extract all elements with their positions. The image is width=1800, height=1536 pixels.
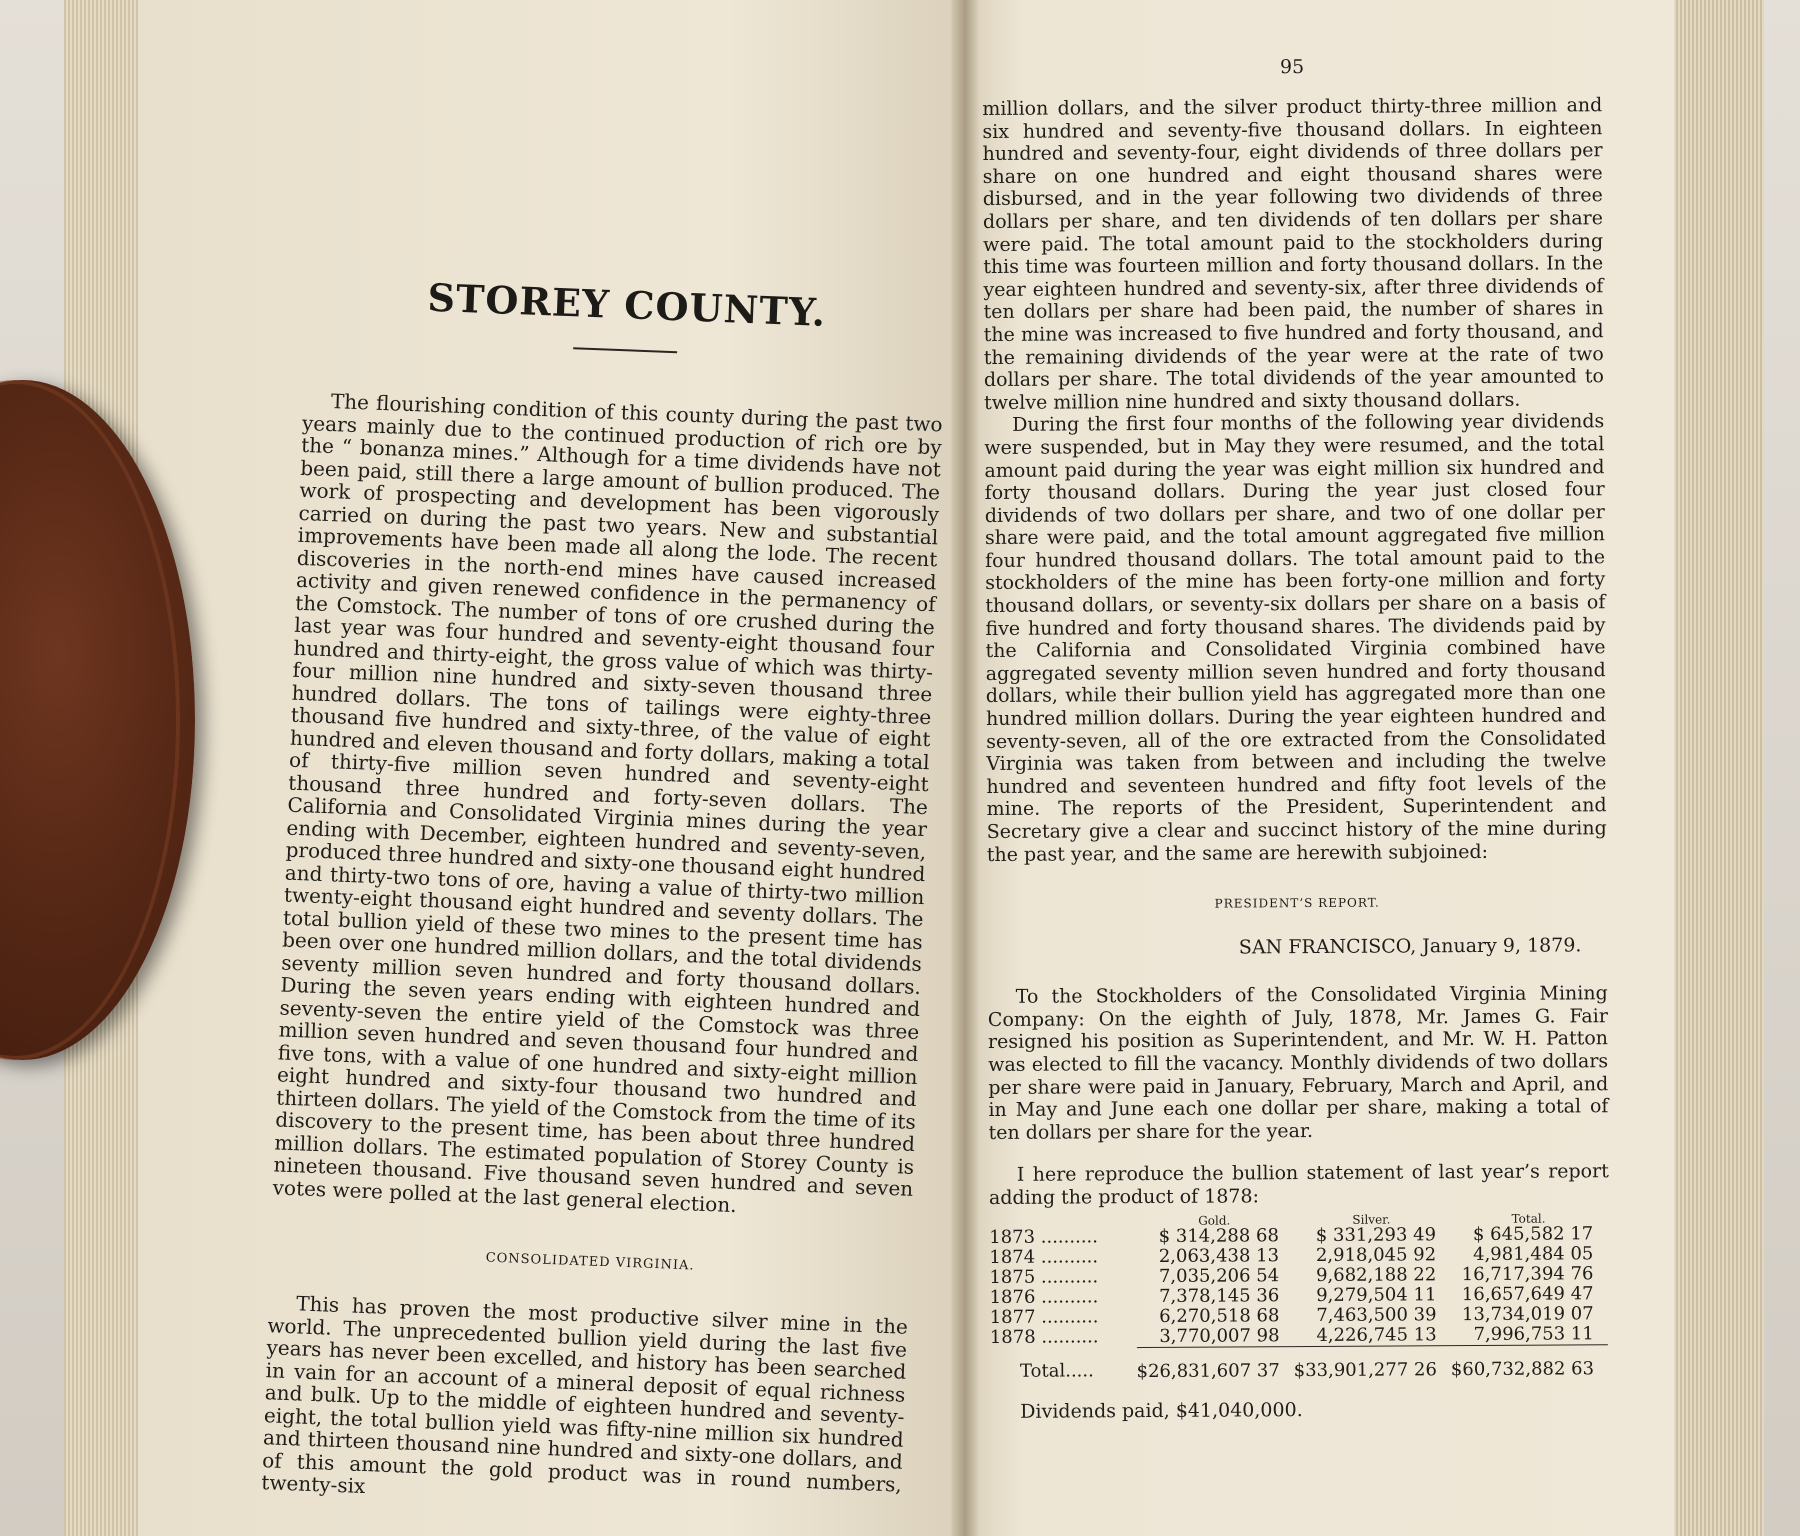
paragraph-dividends: During the first four months of the following year dividends were suspended, but in May they were resumed, and the total amount paid during the year was eight million six hundred and forty thousand dollars. During the year just closed four dividends of two dollars per share, and two of one dollar per share were paid, and the total amount aggregated five million four hundred thousand dollars. The total amount paid to the stockholders of the mine has been forty-one million and forty thousand dollars, or seventy-six dollars per share on a basis of five hundred and forty thousand shares. The dividends paid by the California and Consolidated Virginia combined have aggregated seventy million seven hundred and forty thousand dollars, while their bullion yield has aggregated more than one hundred million dollars. During the year eighteen hundred and seventy-seven, all of the ore extracted from the Consolidated Virginia was taken from between and including the twelve hundred and seventeen hundred and fifty foot levels of the mine. The reports of the President, Superintendent and Secretary give a clear and succinct history of the mine during the past year, and the same are herewith subjoined: [984,410,1607,866]
row-year: 1874 .......... [989,1245,1099,1268]
row-total: 4,981,484 05 [1473,1242,1594,1265]
column-header-gold: Gold. [1198,1213,1231,1228]
row-gold: 7,378,145 36 [1158,1284,1280,1307]
total-gold: $26,831,607 37 [1136,1359,1280,1382]
row-gold: 3,770,007 98 [1136,1326,1293,1347]
row-silver: 2,918,045 92 [1315,1243,1437,1266]
row-year: 1875 .......... [989,1265,1099,1288]
table-intro: I here reproduce the bullion statement of last year’s report adding the product of 1878: [988,1160,1609,1209]
row-silver: 4,226,745 13 [1293,1325,1450,1346]
title-rule [573,347,677,353]
paragraph-continued: million dollars, and the silver product thirty-three million and six hundred and seventy-five thousand dollars. In eighteen hundred and seventy-four, eight dividends of three dollars per share on one hundred and eight thousand shares were disbursed, and in the year following two dividends of three dollars per share, and ten dividends of ten dollars per share were paid. The total amount paid to the stockholders during this time was fourteen million and forty thousand dollars. In the year eighteen hundred and seventy-six, after three dividends of ten dollars per share had been paid, the number of shares in the mine was increased to five hundred and forty thousand, and the remaining dividends of the year were at the rate of two dollars per share. The total dividends of the year amounted to twelve million nine hundred and sixty thousand dollars. [982,94,1605,414]
row-gold: $ 314,288 68 [1158,1224,1279,1247]
total-all: $60,732,882 63 [1450,1357,1595,1380]
row-silver: 9,682,188 22 [1316,1263,1437,1286]
row-year: 1876 .......... [989,1285,1099,1308]
row-year: 1877 .......... [989,1305,1099,1328]
row-gold: 7,035,206 54 [1158,1264,1280,1287]
left-page-content [261,270,948,1518]
row-total: 16,717,394 76 [1461,1262,1594,1285]
section-heading: CONSOLIDATED VIRGINIA. [485,1250,695,1274]
open-book [64,0,1764,1536]
right-page-content [982,54,1610,1422]
row-silver: 9,279,504 11 [1316,1283,1437,1306]
left-page [138,0,978,1536]
total-label: Total..... [1019,1360,1094,1383]
section-paragraph: This has proven the most productive silver mine in the world. The unprecedented bullion yield during the last five years has never been excelled, and history has been searched in vain for an account of a mineral deposit of equal richness and bulk. Up to the middle of eighteen hundred and seventy-eight, the total bullion yield was fifty-nine million six hundred and thirteen thousand nine hundred and sixty-one dollars, and of this amount the gold product was in round numbers, twenty-six [260,1291,909,1499]
row-total: 7,996,753 11 [1451,1324,1608,1345]
report-heading: PRESIDENT’S REPORT. [1214,895,1380,911]
row-year: 1873 .......... [989,1225,1099,1248]
dateline: SAN FRANCISCO, January 9, 1879. [1238,934,1582,959]
row-gold: 2,063,438 13 [1158,1244,1280,1267]
right-page-block-edge [1674,0,1764,1536]
dividends-line: Dividends paid, $41,040,000. [1020,1398,1303,1423]
row-gold: 6,270,518 68 [1159,1304,1280,1327]
bullion-table [989,1212,1608,1383]
row-silver: 7,463,500 39 [1316,1303,1437,1326]
letter-paragraph: To the Stockholders of the Consolidated Virginia Mining Company: On the eighth of July, 1878, Mr. James G. Fair resigned his position as Superintendent, and Mr. W. H. Patton was elected to fill the vacancy. Monthly dividends of two dollars per share were paid in January, February, March and April, and in May and June each one dollar per share, making a total of ten dollars per share for the year. [987,982,1609,1144]
total-silver: $33,901,277 26 [1293,1358,1437,1381]
row-total: 16,657,649 47 [1461,1282,1594,1305]
table-total-row [990,1344,1608,1382]
column-header-total: Total. [1511,1211,1546,1226]
column-header-silver: Silver. [1352,1212,1391,1227]
row-silver: $ 331,293 49 [1315,1223,1437,1246]
row-total: 13,734,019 07 [1461,1302,1594,1325]
intro-paragraph: The flourishing condition of this county during the past two years mainly due to the continued production of rich ore by the “ bonanza mines.” Although for a time dividends have not been paid, still there a large amount of bullion produced. The work of prospecting and development has been vigorously carried on during the past two years. New and substantial improvements have been made all along the lode. The recent discoveries in the north-end mines have caused increased activity and given renewed confidence in the permanency of the Comstock. The number of tons of ore crushed during the last year was four hundred and seventy-eight thousand four hundred and thirty-eight, the gross value of which was thirty-four million nine hundred and sixty-seven thousand three hundred dollars. The tons of tailings were eighty-three thousand five hundred and sixty-three, of the value of eight hundred and eleven thousand and forty dollars, making a total of thirty-five million seven hundred and seventy-eight thousand three hundred and forty-seven dollars. The California and Consolidated Virginia mines during the year ending with December, eighteen hundred and seventy-seven, produced three hundred and sixty-one thousand eight hundred and thirty-two tons of ore, having a value of thirty-two million twenty-eight thousand eight hundred and seventy dollars. The total bullion yield of these two mines to the present time has been over one hundred million dollars, and the total dividends seventy million seven hundred and forty thousand dollars. During the seven years ending with eighteen hundred and seventy-seven the entire yield of the Comstock was three million seven hundred and seven thousand four hundred and five tons, with a value of one hundred and sixty-eight million eight hundred and sixty-four thousand two hundred and thirteen dollars. The yield of the Comstock from the time of its discovery to the present time, has been about three hundred million dollars. The estimated population of Storey County is nineteen thousand. Five thousand seven hundred and seven votes were polled at the last general election. [272,388,943,1217]
page-title: STOREY COUNTY. [426,274,827,335]
right-page [952,0,1674,1536]
book-gutter [950,0,980,1536]
row-total: $ 645,582 17 [1472,1222,1594,1245]
page-number: 95 [1279,56,1305,79]
row-year: 1878 .......... [989,1326,1099,1348]
